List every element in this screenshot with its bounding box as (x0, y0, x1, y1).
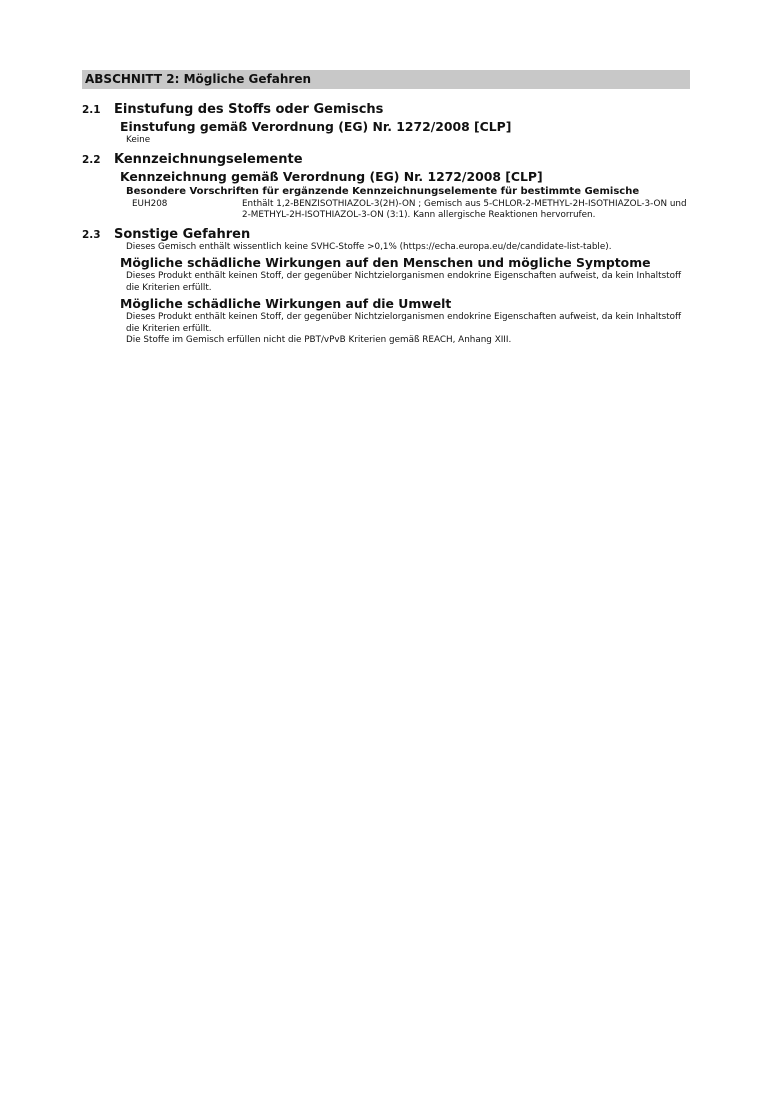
subsection-2-1 (82, 102, 692, 117)
subsection-number: 2.1 (82, 104, 101, 116)
subsection-title: Kennzeichnungselemente (114, 151, 303, 167)
subsection-2-3 (82, 227, 692, 242)
special-provisions-heading: Besondere Vorschriften für ergänzende Kennzeichnungselemente für bestimmte Gemische (126, 185, 640, 197)
euh-statement-row (132, 199, 692, 222)
subsection-title: Einstufung des Stoffs oder Gemischs (114, 102, 384, 117)
clp-classification-heading: Einstufung gemäß Verordnung (EG) Nr. 1272/2008 [CLP] (120, 119, 512, 134)
euh-code: EUH208 (132, 198, 168, 209)
subsection-number: 2.3 (82, 228, 101, 241)
pbt-statement: Die Stoffe im Gemisch erfüllen nicht die PBT/vPvB Kriterien gemäß REACH, Anhang XIII. (126, 335, 512, 345)
section-content (82, 102, 692, 347)
euh-text: Enthält 1,2-BENZISOTHIAZOL-3(2H)-ON ; Gemisch aus 5-CHLOR-2-METHYL-2H-ISOTHIAZOL-3-ON und 2-METHYL-2H-ISOTHIAZOL-3-ON (3:1). Kann allergische Reaktionen hervorrufen. (242, 198, 687, 220)
subsection-number: 2.2 (82, 153, 101, 166)
clp-labelling-heading: Kennzeichnung gemäß Verordnung (EG) Nr. 1272/2008 [CLP] (120, 168, 543, 184)
subsection-2-2 (82, 152, 692, 167)
classification-value: Keine (126, 135, 151, 145)
human-effects-text: Dieses Produkt enthält keinen Stoff, der gegenüber Nichtzielorganismen endokrine Eigenschaften aufweist, da kein Inhaltstoff die Kriterien erfüllt. (126, 271, 682, 293)
subsection-title: Sonstige Gefahren (114, 226, 251, 242)
human-effects-heading: Mögliche schädliche Wirkungen auf den Menschen und mögliche Symptome (120, 255, 651, 270)
environment-effects-heading: Mögliche schädliche Wirkungen auf die Umwelt (120, 296, 452, 311)
environment-effects-text: Dieses Produkt enthält keinen Stoff, der gegenüber Nichtzielorganismen endokrine Eigenschaften aufweist, da kein Inhaltstoff die Kriterien erfüllt. (126, 312, 682, 334)
svhc-statement: Dieses Gemisch enthält wissentlich keine SVHC-Stoffe >0,1% (https://echa.europa.eu/de/candidate-list-table). (126, 241, 612, 252)
section-header: ABSCHNITT 2: Mögliche Gefahren (82, 70, 690, 89)
